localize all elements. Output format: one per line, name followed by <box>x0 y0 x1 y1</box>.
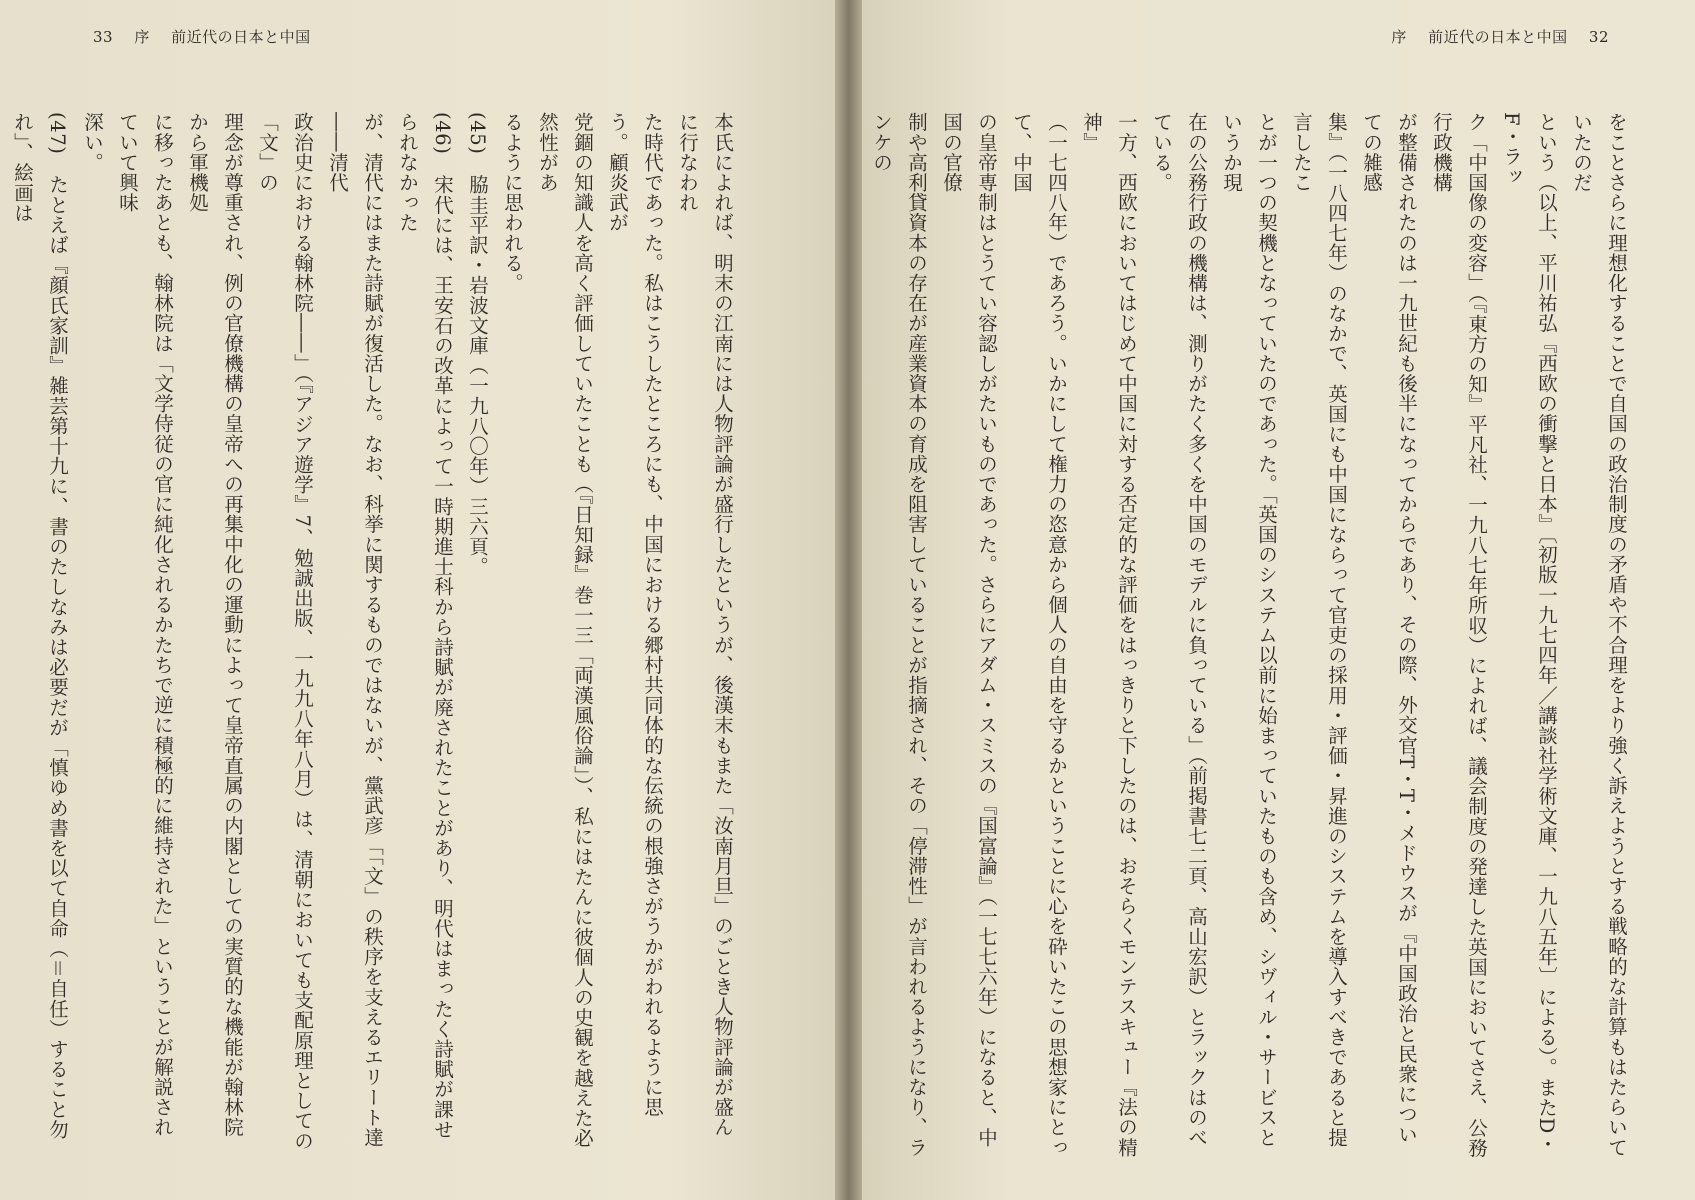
right-running-title: 前近代の日本と中国 <box>1428 28 1568 46</box>
text-line: （一七四八年）であろう。いかにして権力の恣意から個人の自由を守るかということに心を砕いたこの思想家にとって、中国 <box>1010 112 1068 1158</box>
text-line: 政治史における翰林院――」（『アジア遊学』7、勉誠出版、一九九八年八月）は、清朝においても支配原理としての「文」の <box>256 112 314 1151</box>
text-line: るように思われる。 <box>501 112 524 293</box>
text-line: が整備されたのは一九世紀も後半になってからであり、その際、外交官T・T・メドウスが『中国政治と民衆についての雑感 <box>1360 112 1418 1145</box>
text-line <box>862 112 864 1162</box>
text-line: という（以上、平川祐弘『西欧の衝撃と日本』〔初版一九七四年／講談社学術文庫、一九八五年〕による）。またD・F・ラッ <box>1500 112 1558 1154</box>
text-line: 党錮の知識人を高く評価していたことも（『日知録』巻一三「両漢風俗論」）、私にはたんに彼個人の史観を越えた必然性があ <box>536 112 594 1149</box>
text-line: 集』（一八四七年）のなかで、英国にも中国にならって官吏の採用・評価・昇進のシステムを導入すべきであると提言したこ <box>1290 112 1348 1148</box>
text-line: 理念が尊重され、例の官僚機構の皇帝への再集中化の運動によって皇帝直属の内閣としての実質的な機能が翰林院から軍機処 <box>186 112 244 1138</box>
text-line: ク「中国像の変容」（『東方の知』平凡社、一九八七年所収）によれば、議会制度の発達した英国においてさえ、公務行政機構 <box>1430 112 1488 1158</box>
right-page-header <box>1375 26 1609 47</box>
note-47-line: (47) たとえば『顔氏家訓』雑芸第十九に、書のたしなみは必要だが「慎ゆめ書を以て自命（＝自任）すること勿れ」、絵画は <box>11 112 69 1140</box>
text-line: に移ったあとも、翰林院は「文学侍従の官に純化されるかたちで逆に積極的に維持された」ということが解説されていて興味 <box>116 112 174 1138</box>
right-section-label: 序 <box>1391 28 1407 46</box>
left-page-header <box>93 26 327 47</box>
text-line: 深い。 <box>81 112 104 173</box>
text-line: 在の公務行政の機構は、測りがたく多くを中国のモデルに負っている」（前掲書七二頁、高山宏訳）とラックはのべている。 <box>1150 112 1208 1148</box>
left-page-number: 33 <box>93 28 114 46</box>
left-section-label: 序 <box>134 28 150 46</box>
text-line: 一方、西欧においてはじめて中国に対する否定的な評価をはっきりと下したのは、おそらくモンテスキュー『法の精神』 <box>1080 112 1138 1158</box>
right-page <box>862 0 1695 1200</box>
right-page-body <box>870 112 1634 1162</box>
text-line: 制や高利貸資本の存在が産業資本の育成を阻害していることが指摘され、その「停滞性」が言われるようになり、ランケの <box>870 112 928 1158</box>
text-line: をことさらに理想化することで自国の政治制度の矛盾や不合理をより強く訴えようとする戦略的な計算もはたらいていたのだ <box>1570 112 1628 1158</box>
text-line: 本氏によれば、明末の江南には人物評論が盛行したというが、後漢末もまた「汝南月旦」のごとき人物評論が盛んに行なわれ <box>676 112 734 1138</box>
note-45-line: (45) 脇圭平訳・岩波文庫（一九八〇年）三六頁。 <box>466 112 489 577</box>
right-page-number: 32 <box>1588 28 1609 46</box>
text-line: とが一つの契機となっていたのであった。「英国のシステム以前に始まっていたものも含め、シヴィル・サービスというか現 <box>1220 112 1278 1148</box>
left-page-body <box>11 112 740 1157</box>
text-line: た時代であった。私はこうしたところにも、中国における郷村共同体的な伝統の根強さがうかがわれるように思う。顧炎武が <box>606 112 664 1117</box>
left-page <box>0 0 835 1200</box>
text-line: の皇帝専制はとうてい容認しがたいものであった。さらにアダム・スミスの『国富論』（一七七六年）になると、中国の官僚 <box>940 112 998 1148</box>
book-gutter <box>835 0 862 1200</box>
left-running-title: 前近代の日本と中国 <box>171 28 311 46</box>
note-46-line: (46) 宋代には、王安石の改革によって一時期進士科から詩賦が廃されたことがあり、明代はまったく詩賦が課せられなかった <box>396 112 454 1140</box>
text-line: が、清代にはまた詩賦が復活した。なお、科挙に関するものではないが、黨武彦「「文」の秩序を支えるエリート達――清代 <box>326 112 384 1148</box>
text-line <box>0 112 5 1157</box>
